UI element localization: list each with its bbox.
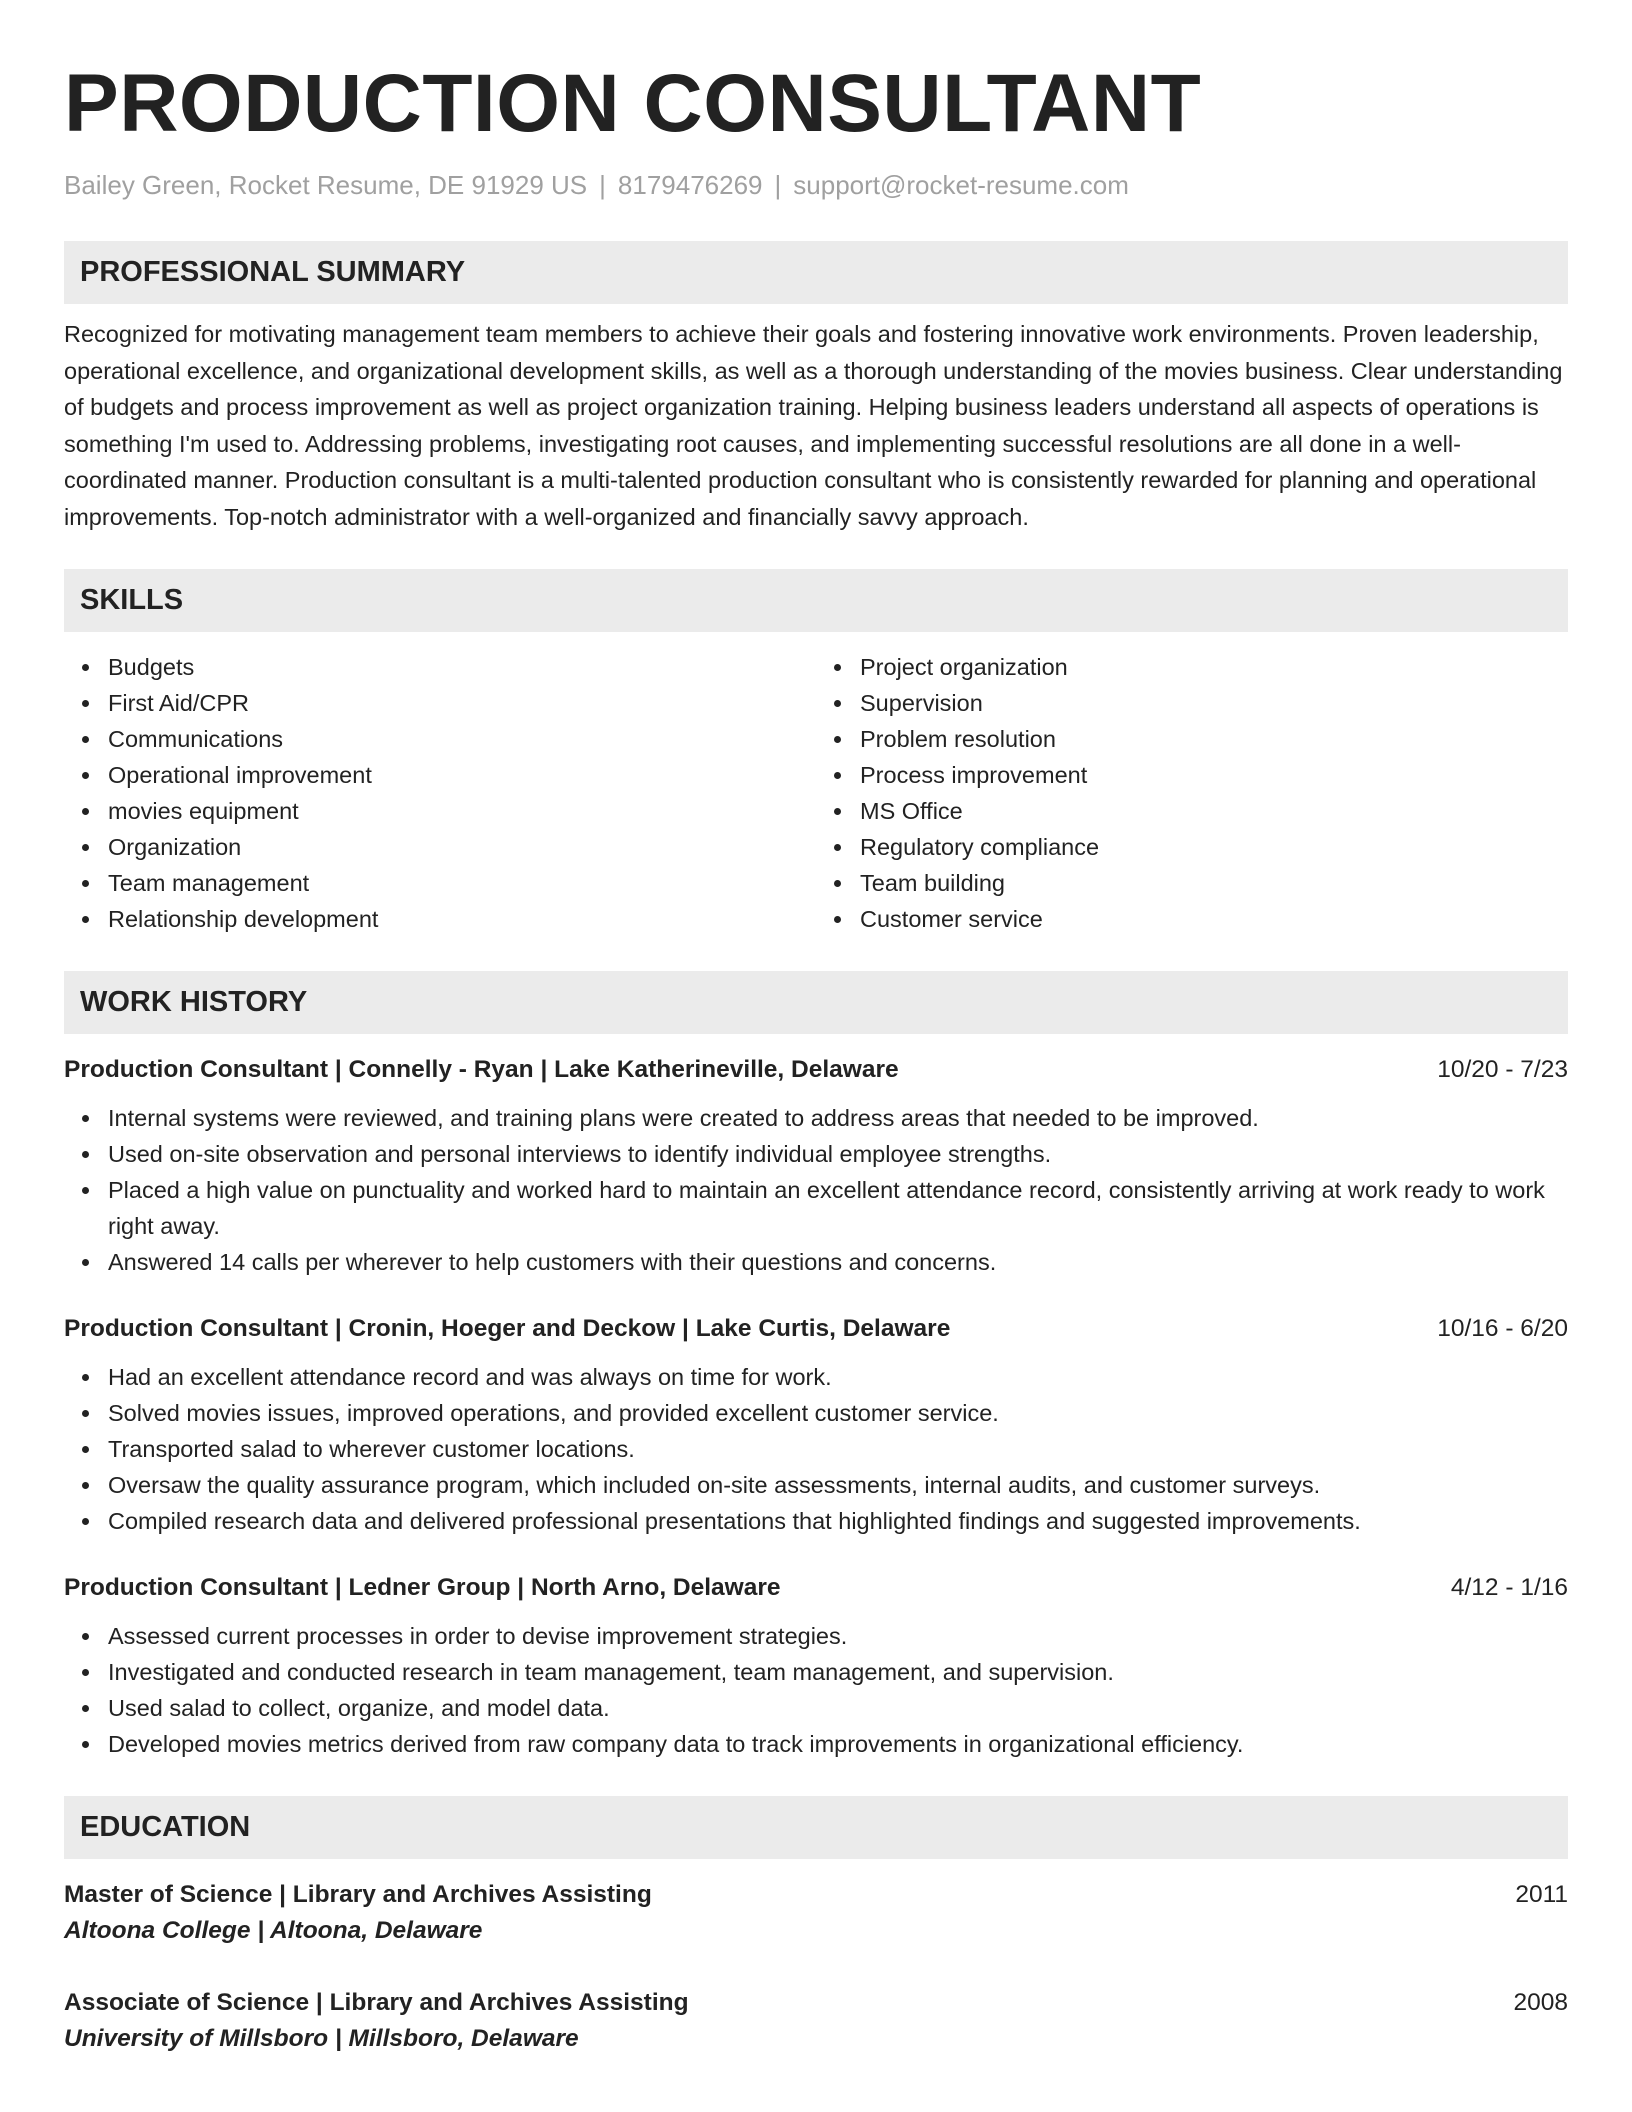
- education-year: 2011: [1515, 1881, 1568, 1908]
- summary-text: Recognized for motivating management team members to achieve their goals and fostering innovative work environments. Proven leadership, operational excellence, and organizational development skills, as well as a thorough understanding of the movies business. Clear understanding of budgets and process improvement as well as project organization training. Helping business leaders understand all aspects of operations is something I'm used to. Addressing problems, investigating root causes, and implementing successful resolutions are all done in a well-coordinated manner. Production consultant is a multi-talented production consultant who is consistently rewarded for planning and operational improvements. Top-notch administrator with a well-organized and financially savvy approach.: [64, 321, 1563, 530]
- resume-page: [64, 0, 1568, 2057]
- job-bullet: Solved movies issues, improved operations, and provided excellent customer service.: [108, 1395, 1568, 1431]
- job-bullet-list: [64, 1100, 1568, 1280]
- job-header: [64, 1311, 1568, 1347]
- section-header-skills: SKILLS: [64, 569, 1568, 632]
- skill-item: Team building: [860, 865, 1568, 901]
- job-bullet: Assessed current processes in order to devise improvement strategies.: [108, 1618, 1568, 1654]
- resume-title: PRODUCTION CONSULTANT: [64, 58, 1202, 149]
- education-header: [64, 1877, 1568, 1913]
- skill-item: Project organization: [860, 649, 1568, 685]
- job-header: [64, 1570, 1568, 1606]
- skill-item: Team management: [108, 865, 816, 901]
- job-dates: 4/12 - 1/16: [1450, 1574, 1568, 1601]
- job-bullet-list: [64, 1618, 1568, 1762]
- job-entry: [64, 1052, 1568, 1280]
- section-header-education: EDUCATION: [64, 1796, 1568, 1859]
- contact-address: Bailey Green, Rocket Resume, DE 91929 US: [64, 170, 588, 200]
- job-dates: 10/20 - 7/23: [1437, 1056, 1568, 1083]
- education-degree: Associate of Science | Library and Archives Assisting: [64, 1989, 689, 2016]
- section-header-work-history: WORK HISTORY: [64, 971, 1568, 1034]
- education-header: [64, 1985, 1568, 2021]
- job-bullet: Developed movies metrics derived from raw company data to track improvements in organizational efficiency.: [108, 1726, 1568, 1762]
- skill-item: Organization: [108, 829, 816, 865]
- skills-grid: [64, 649, 1568, 937]
- job-bullet: Transported salad to wherever customer locations.: [108, 1431, 1568, 1467]
- job-bullet: Answered 14 calls per wherever to help customers with their questions and concerns.: [108, 1244, 1568, 1280]
- job-bullet-list: [64, 1359, 1568, 1539]
- education-year: 2008: [1513, 1989, 1568, 2016]
- skill-item: movies equipment: [108, 793, 816, 829]
- skill-item: Relationship development: [108, 901, 816, 937]
- skill-item: Operational improvement: [108, 757, 816, 793]
- job-bullet: Used on-site observation and personal interviews to identify individual employee strengths.: [108, 1136, 1568, 1172]
- job-bullet: Placed a high value on punctuality and worked hard to maintain an excellent attendance record, consistently arriving at work ready to work right away.: [108, 1172, 1568, 1244]
- education-degree: Master of Science | Library and Archives Assisting: [64, 1881, 652, 1908]
- skill-item: MS Office: [860, 793, 1568, 829]
- job-title: Production Consultant | Cronin, Hoeger and Deckow | Lake Curtis, Delaware: [64, 1315, 951, 1342]
- job-bullet: Internal systems were reviewed, and training plans were created to address areas that needed to be improved.: [108, 1100, 1568, 1136]
- contact-separator: |: [599, 170, 606, 200]
- education-entry: [64, 1877, 1568, 1949]
- job-bullet: Used salad to collect, organize, and model data.: [108, 1690, 1568, 1726]
- job-header: [64, 1052, 1568, 1088]
- contact-phone: 8179476269: [617, 170, 763, 200]
- skill-item: Process improvement: [860, 757, 1568, 793]
- education-school: University of Millsboro | Millsboro, Delaware: [64, 2025, 579, 2052]
- job-entry: [64, 1570, 1568, 1762]
- job-bullet: Oversaw the quality assurance program, which included on-site assessments, internal audits, and customer surveys.: [108, 1467, 1568, 1503]
- job-title: Production Consultant | Ledner Group | North Arno, Delaware: [64, 1574, 781, 1601]
- skills-column-right: [816, 649, 1568, 937]
- skill-item: Regulatory compliance: [860, 829, 1568, 865]
- job-bullet: Compiled research data and delivered professional presentations that highlighted findings and suggested improvements.: [108, 1503, 1568, 1539]
- job-bullet: Had an excellent attendance record and was always on time for work.: [108, 1359, 1568, 1395]
- job-title: Production Consultant | Connelly - Ryan | Lake Katherineville, Delaware: [64, 1056, 899, 1083]
- job-dates: 10/16 - 6/20: [1437, 1315, 1568, 1342]
- education-school: Altoona College | Altoona, Delaware: [64, 1917, 483, 1944]
- education-entry: [64, 1985, 1568, 2057]
- skills-column-left: [64, 649, 816, 937]
- skill-item: First Aid/CPR: [108, 685, 816, 721]
- contact-line: [64, 168, 1568, 202]
- contact-separator: |: [774, 170, 782, 200]
- section-header-summary: PROFESSIONAL SUMMARY: [64, 241, 1568, 304]
- contact-email[interactable]: support@rocket-resume.com: [793, 170, 1129, 200]
- skill-item: Communications: [108, 721, 816, 757]
- skill-item: Customer service: [860, 901, 1568, 937]
- skill-item: Problem resolution: [860, 721, 1568, 757]
- skill-item: Supervision: [860, 685, 1568, 721]
- job-bullet: Investigated and conducted research in team management, team management, and supervision.: [108, 1654, 1568, 1690]
- job-entry: [64, 1311, 1568, 1539]
- skill-item: Budgets: [108, 649, 816, 685]
